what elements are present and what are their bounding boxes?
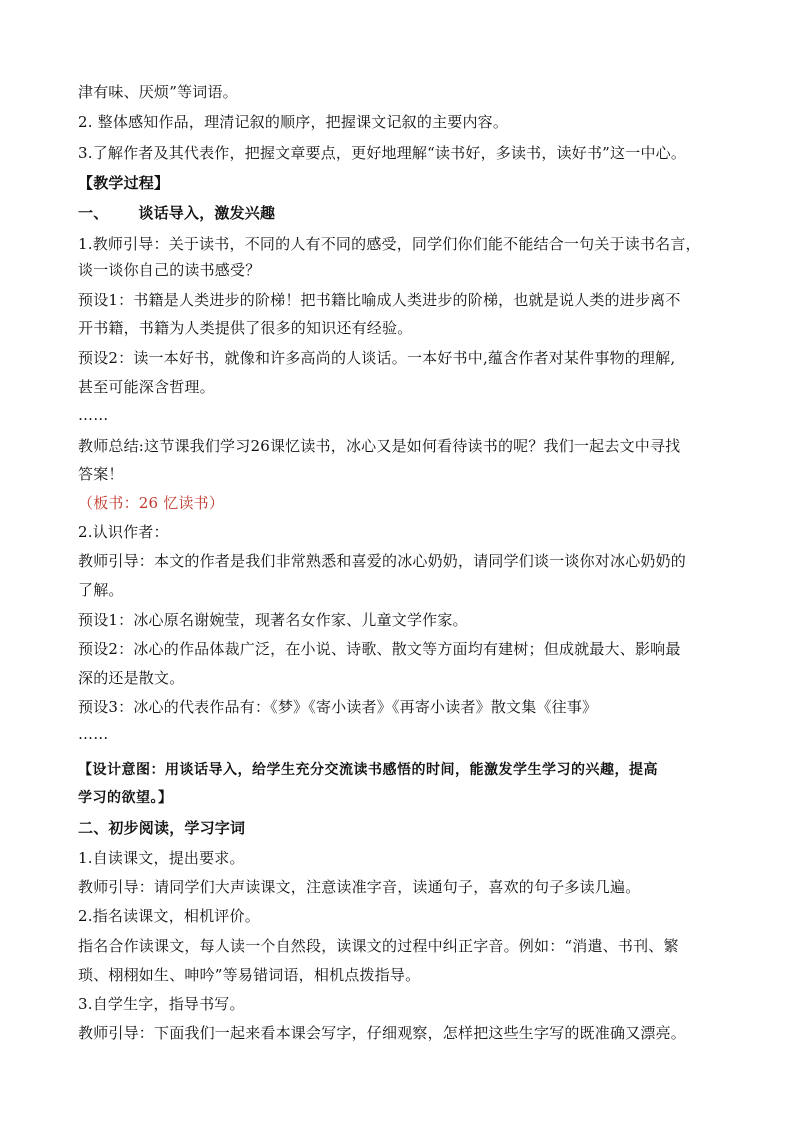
text-line: 预设1：冰心原名谢婉莹，现著名女作家、儿童文学作家。 [78,611,468,629]
ellipsis: …… [78,725,109,743]
text-line: 津有味、厌烦”等词语。 [78,83,238,101]
text-line: 1.教师引导：关于读书，不同的人有不同的感受，同学们你们能不能结合一句关于读书名言， [78,235,701,253]
text-line: 深的还是散文。 [78,669,185,687]
text-line: 预设2：冰心的作品体裁广泛，在小说、诗歌、散文等方面均有建树；但成就最大、影响最 [78,640,681,658]
text-line: 预设2：读一本好书，就像和许多高尚的人谈话。一本好书中,蕴含作者对某件事物的理解, [78,349,676,367]
text-line: 教师总结:这节课我们学习26课忆读书，冰心又是如何看待读书的呢？我们一起去文中寻找 [78,437,681,455]
text-line: 预设3：冰心的代表作品有：《梦》《寄小读者》《再寄小读者》散文集《往事》 [78,698,598,716]
objective-2: 2. 整体感知作品，理清记叙的顺序，把握课文记叙的主要内容。 [78,113,509,131]
section-heading-2: 二、初步阅读，学习字词 [78,819,246,837]
text-line: 教师引导：下面我们一起来看本课会写字，仔细观察，怎样把这些生字写的既准确又漂亮。 [78,1024,687,1042]
text-line: 1.自读课文，提出要求。 [78,849,245,867]
ellipsis: …… [78,406,109,424]
text-line: 谈一谈你自己的读书感受？ [78,261,261,279]
text-line: 指名合作读课文，每人读一个自然段，读课文的过程中纠正字音。例如：“消遣、书刊、繁 [78,937,679,955]
text-line: 教师引导：本文的作者是我们非常熟悉和喜爱的冰心奶奶，请同学们谈一谈你对冰心奶奶的 [78,552,687,570]
text-line: 开书籍，书籍为人类提供了很多的知识还有经验。 [78,319,413,337]
text-line: 甚至可能深含哲理。 [78,378,215,396]
objective-3: 3.了解作者及其代表作，把握文章要点，更好地理解“读书好，多读书，读好书”这一中心。 [78,144,687,162]
text-line: 2.认识作者： [78,523,169,541]
section-number: 一、 [78,204,109,222]
section-title: 谈话导入，激发兴趣 [138,204,276,222]
text-line: 教师引导：请同学们大声读课文，注意读准字音，读通句子，喜欢的句子多读几遍。 [78,878,641,896]
text-line: 3.自学生字，指导书写。 [78,995,245,1013]
text-line: 琐、栩栩如生、呻吟”等易错词语，相机点拨指导。 [78,966,421,984]
blackboard-note: （板书：26 忆读书） [78,494,225,512]
design-intent: 【设计意图：用谈话导入，给学生充分交流读书感悟的时间，能激发学生学习的兴趣，提高 [78,762,658,778]
text-line: 了解。 [78,581,124,599]
section-heading-1 [78,203,728,223]
text-line: 答案！ [78,465,124,483]
text-line: 2.指名读课文，相机评价。 [78,907,260,925]
text-line: 预设1：书籍是人类进步的阶梯！把书籍比喻成人类进步的阶梯，也就是说人类的进步离不 [78,291,681,309]
design-intent: 学习的欲望。】 [78,790,173,806]
section-heading-teaching-process: 【教学过程】 [78,174,170,192]
